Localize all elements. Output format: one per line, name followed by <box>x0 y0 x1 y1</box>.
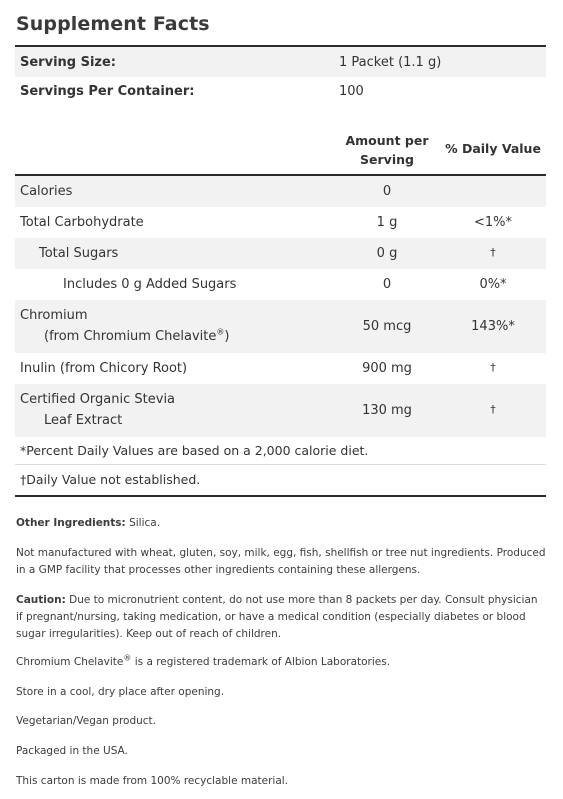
other-ingredients-label: Other Ingredients: <box>16 517 126 529</box>
nutrient-daily-value: 0%* <box>479 277 507 292</box>
trademark-statement: Chromium Chelavite® is a registered trademark of Albion Laboratories. <box>16 653 391 668</box>
nutrient-daily-value: † <box>490 246 496 259</box>
nutrient-name: Total Sugars <box>39 246 119 261</box>
nutrient-row <box>15 300 546 353</box>
servings-per-container-label: Servings Per Container: <box>20 84 195 99</box>
servings-per-container-value: 100 <box>339 84 364 99</box>
nutrient-amount: 0 <box>382 184 392 199</box>
nutrient-name: Includes 0 g Added Sugars <box>63 277 237 292</box>
other-ingredients: Other Ingredients: Silica. <box>16 517 161 529</box>
serving-size-value: 1 Packet (1.1 g) <box>339 55 442 70</box>
registered-mark: ® <box>123 653 132 663</box>
amount-per-serving-header <box>334 131 440 169</box>
caution-statement: Caution: Due to micronutrient content, do not use more than 8 packets per day. Consult physician if pregnant/nursing, taking medication, or have a medical condition (especially diabetes or blood sugar irregularities). Keep out of reach of children. <box>16 594 538 640</box>
nutrient-daily-value: † <box>490 403 496 416</box>
nutrient-name: Total Carbohydrate <box>20 215 144 230</box>
nutrient-row <box>15 384 546 437</box>
nutrient-row <box>15 353 546 384</box>
allergen-statement: Not manufactured with wheat, gluten, soy, milk, egg, fish, shellfish or tree nut ingredients. Produced in a GMP facility that processes other ingredients containing these allergens. <box>16 547 546 576</box>
nutrient-daily-value: <1%* <box>473 215 513 230</box>
serving-size-label: Serving Size: <box>20 55 117 70</box>
panel-bottom-rule <box>15 495 546 497</box>
nutrient-name: Inulin (from Chicory Root) <box>20 361 188 376</box>
daily-value-header: % Daily Value <box>445 141 541 156</box>
nutrient-source: Leaf Extract <box>44 413 123 428</box>
column-header-row <box>15 128 546 174</box>
nutrient-daily-value: 143%* <box>471 319 515 334</box>
nutrient-row <box>15 269 546 300</box>
nutrient-amount: 0 g <box>376 246 398 261</box>
packaged-statement: Packaged in the USA. <box>16 745 128 757</box>
registered-mark: ® <box>216 327 225 337</box>
storage-statement: Store in a cool, dry place after opening. <box>16 686 225 698</box>
amount-header-line-2: Serving <box>360 152 414 167</box>
nutrient-source: (from Chromium Chelavite®) <box>44 327 230 344</box>
amount-header-line-1: Amount per <box>345 133 429 148</box>
nutrient-name: Certified Organic Stevia <box>20 392 176 407</box>
dagger-footnote: †Daily Value not established. <box>20 472 201 487</box>
nutrient-amount: 1 g <box>376 215 398 230</box>
nutrient-amount: 50 mcg <box>362 319 412 334</box>
nutrient-amount: 0 <box>382 277 392 292</box>
panel-title: Supplement Facts <box>16 13 210 35</box>
nutrient-name: Chromium <box>20 308 88 323</box>
vegan-statement: Vegetarian/Vegan product. <box>16 715 157 727</box>
nutrient-amount: 900 mg <box>362 361 412 376</box>
nutrient-name: Calories <box>20 184 73 199</box>
nutrient-row <box>15 207 546 238</box>
caution-label: Caution: <box>16 594 66 606</box>
percent-daily-value-footnote: *Percent Daily Values are based on a 2,000 calorie diet. <box>20 443 369 458</box>
nutrient-row <box>15 238 546 269</box>
nutrient-daily-value: † <box>490 361 496 374</box>
servings-per-container-row <box>15 77 546 107</box>
recyclable-statement: This carton is made from 100% recyclable material. <box>16 775 289 787</box>
footnote-divider <box>15 464 546 465</box>
serving-size-row <box>15 47 546 77</box>
nutrient-amount: 130 mg <box>362 403 412 418</box>
nutrient-row <box>15 176 546 207</box>
